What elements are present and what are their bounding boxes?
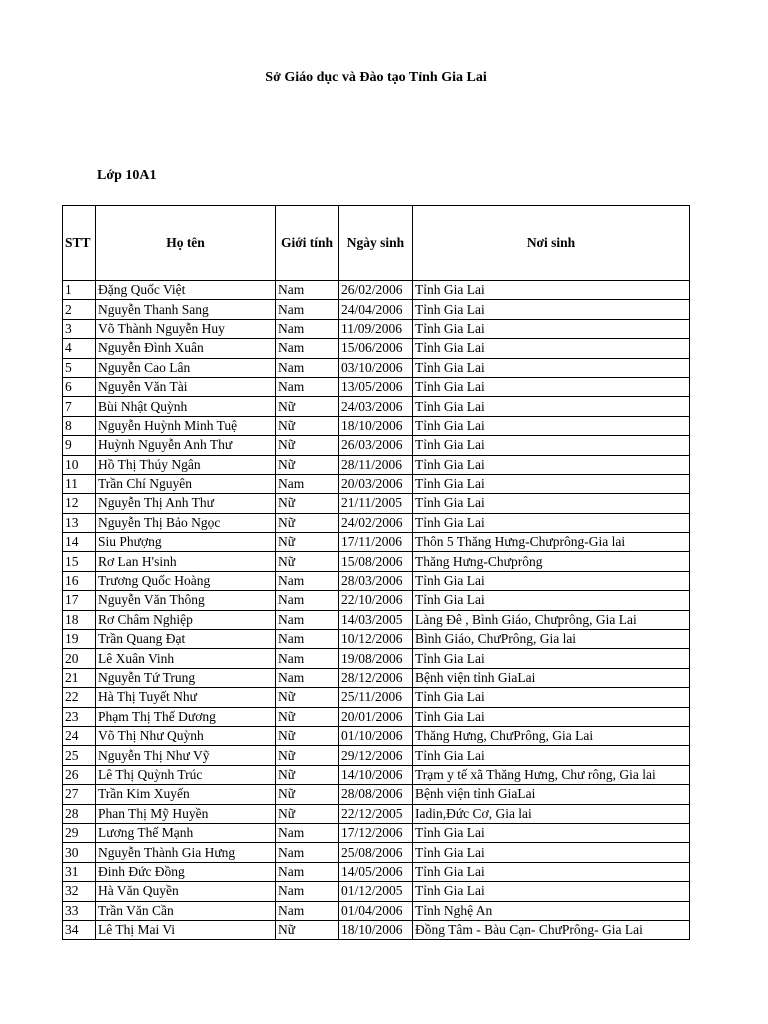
gender-cell: Nữ (276, 688, 339, 707)
name-cell: Bùi Nhật Quỳnh (96, 397, 276, 416)
name-cell: Nguyễn Thị Bảo Ngọc (96, 513, 276, 532)
name-cell: Trần Kim Xuyến (96, 785, 276, 804)
stt-cell: 29 (63, 823, 96, 842)
gender-cell: Nữ (276, 707, 339, 726)
birthplace-cell: Tỉnh Gia Lai (413, 882, 690, 901)
birthdate-cell: 17/12/2006 (339, 823, 413, 842)
stt-cell: 20 (63, 649, 96, 668)
name-cell: Trần Chí Nguyên (96, 474, 276, 493)
table-row (63, 455, 690, 474)
gender-cell: Nam (276, 571, 339, 590)
stt-cell: 2 (63, 300, 96, 319)
birthplace-cell: Tỉnh Gia Lai (413, 397, 690, 416)
table-row (63, 339, 690, 358)
birthplace-cell: Tỉnh Gia Lai (413, 513, 690, 532)
gender-cell: Nữ (276, 785, 339, 804)
gender-cell: Nữ (276, 494, 339, 513)
birthplace-cell: Bệnh viện tỉnh GiaLai (413, 668, 690, 687)
birthdate-cell: 26/03/2006 (339, 436, 413, 455)
gender-cell: Nam (276, 630, 339, 649)
birthplace-cell: Đồng Tâm - Bàu Cạn- ChưPrông- Gia Lai (413, 920, 690, 939)
stt-cell: 26 (63, 765, 96, 784)
birthplace-cell: Tỉnh Gia Lai (413, 843, 690, 862)
table-row (63, 571, 690, 590)
stt-cell: 22 (63, 688, 96, 707)
name-cell: Nguyễn Thành Gia Hưng (96, 843, 276, 862)
birthplace-cell: Tỉnh Gia Lai (413, 455, 690, 474)
name-cell: Lê Thị Mai Vi (96, 920, 276, 939)
stt-cell: 13 (63, 513, 96, 532)
name-cell: Nguyễn Thanh Sang (96, 300, 276, 319)
birthdate-cell: 15/06/2006 (339, 339, 413, 358)
document-title: Sở Giáo dục và Đào tạo Tỉnh Gia Lai (265, 70, 487, 85)
gender-cell: Nữ (276, 533, 339, 552)
header-name: Họ tên (96, 206, 276, 281)
name-cell: Rơ Lan H'sinh (96, 552, 276, 571)
birthdate-cell: 24/02/2006 (339, 513, 413, 532)
table-row (63, 377, 690, 396)
name-cell: Phạm Thị Thế Dương (96, 707, 276, 726)
table-row (63, 630, 690, 649)
birthplace-cell: Iadin,Đức Cơ, Gia lai (413, 804, 690, 823)
birthplace-cell: Tỉnh Gia Lai (413, 474, 690, 493)
name-cell: Hồ Thị Thúy Ngân (96, 455, 276, 474)
table-row (63, 358, 690, 377)
table-row (63, 765, 690, 784)
birthplace-cell: Tỉnh Gia Lai (413, 339, 690, 358)
birthplace-cell: Tỉnh Gia Lai (413, 571, 690, 590)
name-cell: Nguyễn Cao Lân (96, 358, 276, 377)
gender-cell: Nữ (276, 552, 339, 571)
name-cell: Nguyễn Đình Xuân (96, 339, 276, 358)
gender-cell: Nam (276, 610, 339, 629)
table-row (63, 649, 690, 668)
birthplace-cell: Tỉnh Gia Lai (413, 281, 690, 300)
gender-cell: Nữ (276, 804, 339, 823)
name-cell: Nguyễn Văn Thông (96, 591, 276, 610)
stt-cell: 19 (63, 630, 96, 649)
birthplace-cell: Tỉnh Gia Lai (413, 416, 690, 435)
birthdate-cell: 15/08/2006 (339, 552, 413, 571)
stt-cell: 30 (63, 843, 96, 862)
name-cell: Đinh Đức Đồng (96, 862, 276, 881)
table-row (63, 707, 690, 726)
gender-cell: Nam (276, 358, 339, 377)
birthplace-cell: Tỉnh Gia Lai (413, 377, 690, 396)
stt-cell: 24 (63, 726, 96, 745)
stt-cell: 27 (63, 785, 96, 804)
birthdate-cell: 24/03/2006 (339, 397, 413, 416)
name-cell: Rơ Châm Nghiệp (96, 610, 276, 629)
birthplace-cell: Tỉnh Gia Lai (413, 649, 690, 668)
gender-cell: Nữ (276, 746, 339, 765)
stt-cell: 7 (63, 397, 96, 416)
name-cell: Trương Quốc Hoàng (96, 571, 276, 590)
stt-cell: 3 (63, 319, 96, 338)
birthdate-cell: 22/10/2006 (339, 591, 413, 610)
birthdate-cell: 25/11/2006 (339, 688, 413, 707)
table-row (63, 668, 690, 687)
birthdate-cell: 26/02/2006 (339, 281, 413, 300)
gender-cell: Nam (276, 319, 339, 338)
table-row (63, 901, 690, 920)
table-row (63, 513, 690, 532)
gender-cell: Nữ (276, 455, 339, 474)
name-cell: Nguyễn Thị Anh Thư (96, 494, 276, 513)
birthdate-cell: 11/09/2006 (339, 319, 413, 338)
gender-cell: Nam (276, 377, 339, 396)
birthplace-cell: Tỉnh Gia Lai (413, 494, 690, 513)
birthdate-cell: 14/03/2005 (339, 610, 413, 629)
table-row (63, 823, 690, 842)
table-row (63, 591, 690, 610)
birthdate-cell: 01/12/2005 (339, 882, 413, 901)
stt-cell: 9 (63, 436, 96, 455)
gender-cell: Nữ (276, 726, 339, 745)
birthplace-cell: Tỉnh Gia Lai (413, 823, 690, 842)
stt-cell: 15 (63, 552, 96, 571)
table-row (63, 474, 690, 493)
birthdate-cell: 14/05/2006 (339, 862, 413, 881)
birthdate-cell: 28/08/2006 (339, 785, 413, 804)
birthdate-cell: 24/04/2006 (339, 300, 413, 319)
birthplace-cell: Tỉnh Gia Lai (413, 358, 690, 377)
table-row (63, 300, 690, 319)
birthplace-cell: Bệnh viện tỉnh GiaLai (413, 785, 690, 804)
birthdate-cell: 21/11/2005 (339, 494, 413, 513)
birthplace-cell: Trạm y tế xã Thăng Hưng, Chư rông, Gia lai (413, 765, 690, 784)
header-birthdate: Ngày sinh (339, 206, 413, 281)
birthplace-cell: Thôn 5 Thăng Hưng-Chưprông-Gia lai (413, 533, 690, 552)
gender-cell: Nam (276, 843, 339, 862)
birthplace-cell: Thăng Hưng-Chưprông (413, 552, 690, 571)
name-cell: Lê Xuân Vinh (96, 649, 276, 668)
gender-cell: Nữ (276, 513, 339, 532)
table-row (63, 436, 690, 455)
birthplace-cell: Tỉnh Gia Lai (413, 591, 690, 610)
birthdate-cell: 13/05/2006 (339, 377, 413, 396)
stt-cell: 18 (63, 610, 96, 629)
stt-cell: 34 (63, 920, 96, 939)
gender-cell: Nam (276, 339, 339, 358)
gender-cell: Nữ (276, 397, 339, 416)
table-row (63, 746, 690, 765)
stt-cell: 10 (63, 455, 96, 474)
birthdate-cell: 10/12/2006 (339, 630, 413, 649)
name-cell: Hà Văn Quyền (96, 882, 276, 901)
table-row (63, 804, 690, 823)
birthdate-cell: 01/04/2006 (339, 901, 413, 920)
birthdate-cell: 28/11/2006 (339, 455, 413, 474)
name-cell: Nguyễn Thị Như Vỹ (96, 746, 276, 765)
birthdate-cell: 28/12/2006 (339, 668, 413, 687)
table-row (63, 494, 690, 513)
table-row (63, 397, 690, 416)
birthdate-cell: 19/08/2006 (339, 649, 413, 668)
stt-cell: 12 (63, 494, 96, 513)
class-name: Lớp 10A1 (97, 168, 157, 183)
gender-cell: Nam (276, 649, 339, 668)
table-row (63, 416, 690, 435)
name-cell: Lương Thế Mạnh (96, 823, 276, 842)
birthdate-cell: 18/10/2006 (339, 920, 413, 939)
name-cell: Trần Văn Cần (96, 901, 276, 920)
table-row (63, 319, 690, 338)
birthplace-cell: Bình Giáo, ChưPrông, Gia lai (413, 630, 690, 649)
name-cell: Hà Thị Tuyết Như (96, 688, 276, 707)
table-row (63, 610, 690, 629)
table-row (63, 882, 690, 901)
header-stt: STT (63, 206, 96, 281)
birthdate-cell: 01/10/2006 (339, 726, 413, 745)
stt-cell: 11 (63, 474, 96, 493)
birthdate-cell: 17/11/2006 (339, 533, 413, 552)
stt-cell: 1 (63, 281, 96, 300)
birthplace-cell: Tỉnh Gia Lai (413, 319, 690, 338)
birthdate-cell: 20/03/2006 (339, 474, 413, 493)
birthplace-cell: Tỉnh Gia Lai (413, 707, 690, 726)
table-row (63, 533, 690, 552)
birthdate-cell: 25/08/2006 (339, 843, 413, 862)
table-row (63, 843, 690, 862)
name-cell: Nguyễn Huỳnh Minh Tuệ (96, 416, 276, 435)
name-cell: Phan Thị Mỹ Huyền (96, 804, 276, 823)
birthdate-cell: 22/12/2005 (339, 804, 413, 823)
gender-cell: Nam (276, 823, 339, 842)
name-cell: Siu Phượng (96, 533, 276, 552)
name-cell: Võ Thành Nguyễn Huy (96, 319, 276, 338)
stt-cell: 25 (63, 746, 96, 765)
birthdate-cell: 03/10/2006 (339, 358, 413, 377)
table-header-row (63, 206, 690, 281)
birthplace-cell: Tỉnh Nghệ An (413, 901, 690, 920)
table-body (63, 281, 690, 940)
gender-cell: Nam (276, 882, 339, 901)
stt-cell: 32 (63, 882, 96, 901)
table-row (63, 688, 690, 707)
stt-cell: 31 (63, 862, 96, 881)
table-row (63, 920, 690, 939)
name-cell: Võ Thị Như Quỳnh (96, 726, 276, 745)
name-cell: Trần Quang Đạt (96, 630, 276, 649)
table-row (63, 552, 690, 571)
table-row (63, 281, 690, 300)
gender-cell: Nam (276, 668, 339, 687)
birthplace-cell: Thăng Hưng, ChưPrông, Gia Lai (413, 726, 690, 745)
gender-cell: Nữ (276, 765, 339, 784)
birthdate-cell: 18/10/2006 (339, 416, 413, 435)
gender-cell: Nữ (276, 436, 339, 455)
birthdate-cell: 29/12/2006 (339, 746, 413, 765)
table-row (63, 862, 690, 881)
stt-cell: 33 (63, 901, 96, 920)
stt-cell: 6 (63, 377, 96, 396)
stt-cell: 4 (63, 339, 96, 358)
birthplace-cell: Tỉnh Gia Lai (413, 862, 690, 881)
birthplace-cell: Tỉnh Gia Lai (413, 300, 690, 319)
name-cell: Lê Thị Quỳnh Trúc (96, 765, 276, 784)
stt-cell: 21 (63, 668, 96, 687)
header-birthplace: Nơi sinh (413, 206, 690, 281)
birthdate-cell: 14/10/2006 (339, 765, 413, 784)
student-table (62, 205, 690, 940)
name-cell: Nguyễn Văn Tài (96, 377, 276, 396)
stt-cell: 14 (63, 533, 96, 552)
gender-cell: Nam (276, 300, 339, 319)
birthplace-cell: Tỉnh Gia Lai (413, 688, 690, 707)
gender-cell: Nữ (276, 920, 339, 939)
gender-cell: Nam (276, 862, 339, 881)
birthplace-cell: Tỉnh Gia Lai (413, 746, 690, 765)
stt-cell: 28 (63, 804, 96, 823)
name-cell: Nguyễn Tứ Trung (96, 668, 276, 687)
stt-cell: 17 (63, 591, 96, 610)
table-row (63, 726, 690, 745)
stt-cell: 8 (63, 416, 96, 435)
birthdate-cell: 20/01/2006 (339, 707, 413, 726)
gender-cell: Nam (276, 474, 339, 493)
birthplace-cell: Tỉnh Gia Lai (413, 436, 690, 455)
birthdate-cell: 28/03/2006 (339, 571, 413, 590)
header-gender: Giới tính (276, 206, 339, 281)
gender-cell: Nam (276, 591, 339, 610)
table-row (63, 785, 690, 804)
birthplace-cell: Làng Đê , Bình Giáo, Chưprông, Gia Lai (413, 610, 690, 629)
stt-cell: 16 (63, 571, 96, 590)
stt-cell: 23 (63, 707, 96, 726)
stt-cell: 5 (63, 358, 96, 377)
gender-cell: Nam (276, 281, 339, 300)
gender-cell: Nam (276, 901, 339, 920)
gender-cell: Nữ (276, 416, 339, 435)
name-cell: Đặng Quốc Việt (96, 281, 276, 300)
name-cell: Huỳnh Nguyễn Anh Thư (96, 436, 276, 455)
